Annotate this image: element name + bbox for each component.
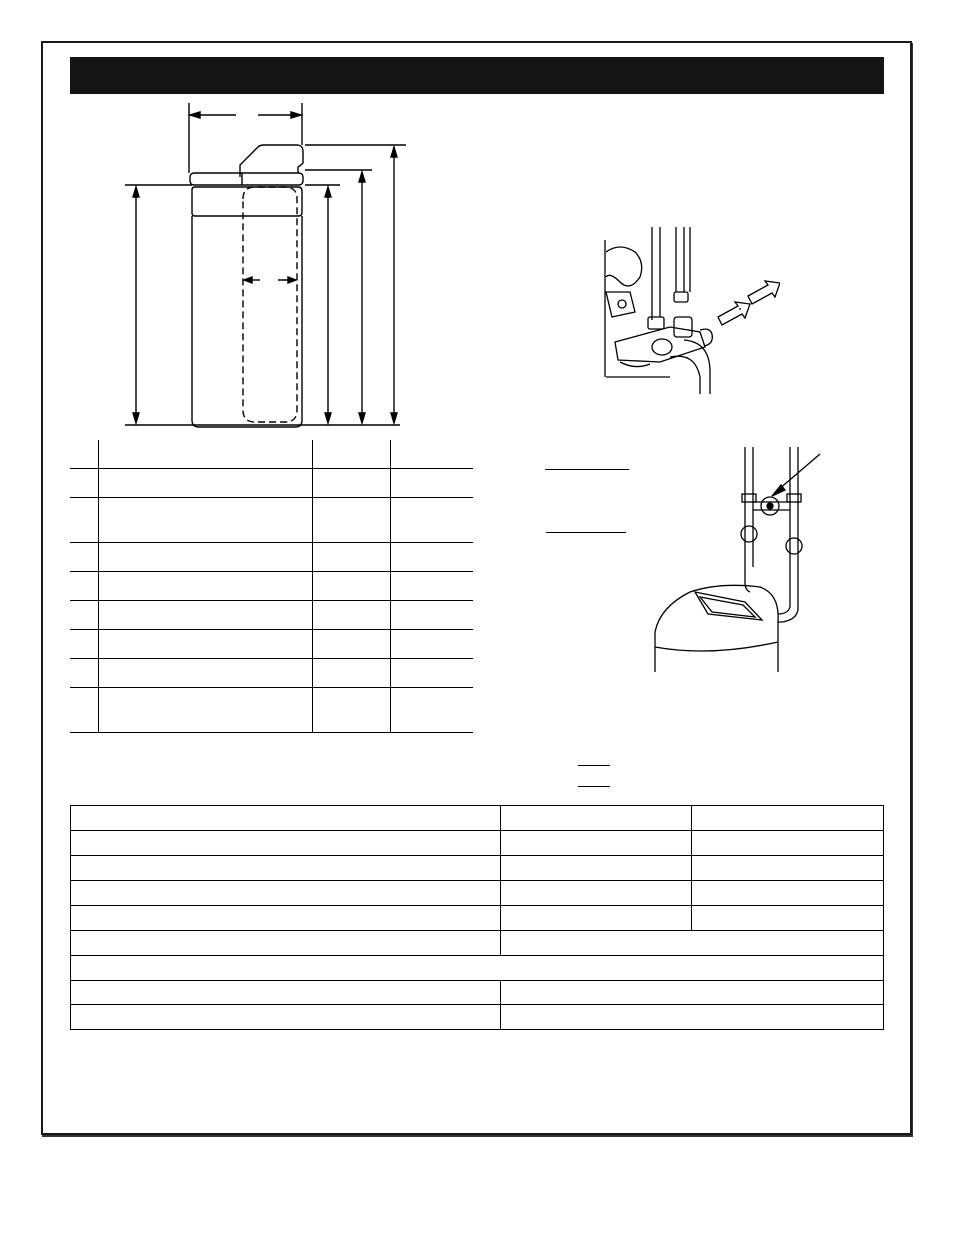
section-title-bar <box>70 57 884 94</box>
softener-dimension-drawing <box>100 95 430 440</box>
table-row <box>70 572 473 601</box>
table-row <box>70 498 473 543</box>
table-row <box>71 881 883 906</box>
dimension-table <box>70 440 473 734</box>
table-row <box>70 688 473 733</box>
specifications-table <box>70 805 884 1030</box>
table-row <box>70 630 473 659</box>
caption-underline-2 <box>546 532 626 533</box>
water-softener-dimension-drawing-icon <box>100 95 430 440</box>
table-row <box>71 831 883 856</box>
caption-underline-3 <box>578 765 610 766</box>
table-row <box>70 601 473 630</box>
table-row <box>71 981 883 1005</box>
table-row <box>70 440 473 469</box>
table-row <box>70 659 473 688</box>
bypass-valve-drawing-icon <box>600 222 780 397</box>
caption-underline-1 <box>545 469 629 470</box>
plumbing-bypass-figure <box>650 442 830 677</box>
table-row <box>71 906 883 931</box>
table-row <box>71 856 883 881</box>
three-valve-bypass-drawing-icon <box>650 442 830 677</box>
bypass-valve-figure <box>600 222 780 397</box>
table-row <box>70 543 473 572</box>
table-row <box>70 469 473 498</box>
table-row <box>71 806 883 831</box>
caption-underline-4 <box>578 786 610 787</box>
table-row <box>71 931 883 956</box>
table-section-row <box>71 956 883 981</box>
table-row <box>71 1005 883 1029</box>
